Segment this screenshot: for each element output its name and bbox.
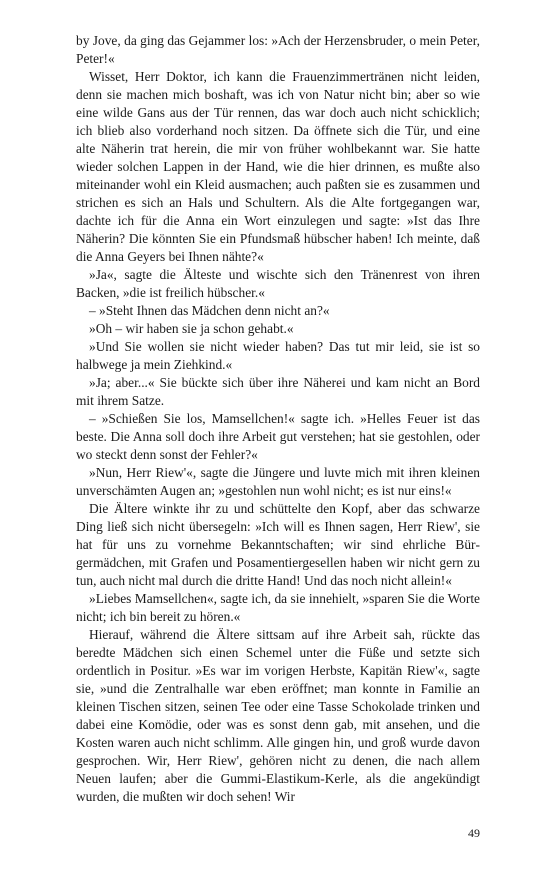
page-number: 49 (468, 826, 480, 840)
paragraph: »Nun, Herr Riew'«, sagte die Jüngere und luvte mich mit ihren kleinen unverschämten Augen an; »gestohlen nun wohl nicht; es ist nur eins!« (76, 465, 480, 498)
paragraph: »Oh – wir haben sie ja schon gehabt.« (89, 321, 294, 336)
paragraph: Wisset, Herr Doktor, ich kann die Frauenzimmertränen nicht leiden, denn sie machen mich boshaft, was ich von Natur nicht bin; aber so wie eine wilde Gans aus der Tür rennen, das war doch auch nicht schicklich; ich blieb also vorderhand noch sitzen. Da öffnete sich die Tür, und eine alte Näherin trat herein, die mir von früher wohlbekannt war. Sie hatte wieder solchen Lappen in der Hand, wie die hier drinnen, es mußte also miteinander wohl ein Kleid ausmachen; auch paßten sie es zusammen und strichen es sich an Hals und Schultern. Als die Alte fortgegangen war, dachte ich für die Anna ein Wort einzulegen und sagte: »Ist das Ihre Näherin? Die könnten Sie ein Pfundsmaß hübscher haben! Ich meinte, daß die Anna Geyers bei Ihnen nähte?« (76, 69, 480, 264)
paragraph: by Jove, da ging das Gejammer los: »Ach der Herzensbruder, o mein Peter, Peter!« (76, 33, 480, 66)
paragraph: Hierauf, während die Ältere sittsam auf ihre Arbeit sah, rückte das beredte Mädchen sich einen Schemel unter die Füße und setzte sich ordentlich in Positur. »Es war im vorigen Herbste, Kapitän Riew'«, sagte sie, »und die Zentralhalle war eben eröffnet; man konnte in Familie an kleinen Tischen sitzen, seinen Tee oder eine Tasse Schokolade trinken und dabei eine Komödie, oder was es sonst denn gab, mit ansehen, und die Kosten waren auch nicht schlimm. Alle gingen hin, und groß wurde davon gesprochen. Wir, Herr Riew', gehören nicht zu denen, die nach allem Neuen laufen; aber die Gummi-Elastikum-Kerle, als die angekündigt wurden, die mußten wir doch sehen! Wir (76, 627, 480, 804)
paragraph: – »Schießen Sie los, Mamsellchen!« sagte ich. »Helles Feuer ist das beste. Die Anna soll doch ihre Arbeit gut verstehen; hat sie gestohlen, oder wo steckt denn sonst der Fehler?« (76, 411, 480, 462)
paragraph: Die Ältere winkte ihr zu und schüttelte den Kopf, aber das schwarze Ding ließ sich nicht übersegeln: »Ich will es Ihnen sagen, Herr Riew', sie hat für uns zu vornehme Bekanntschaften; wir sind ehrliche Bürgermädchen, mit Grafen und Posamentiergesellen haben wir nicht gern zu tun, auch nicht mal durch die dritte Hand! Und das noch nicht allein!« (76, 501, 480, 588)
paragraph: »Und Sie wollen sie nicht wieder haben? Das tut mir leid, sie ist so halbwege ja mein Ziehkind.« (76, 339, 480, 372)
paragraph: »Liebes Mamsellchen«, sagte ich, da sie innehielt, »sparen Sie die Worte nicht; ich bin bereit zu hören.« (76, 591, 480, 624)
paragraph: »Ja«, sagte die Älteste und wischte sich den Tränenrest von ihren Backen, »die ist freilich hübscher.« (76, 267, 480, 300)
body-text (76, 32, 480, 806)
paragraph: – »Steht Ihnen das Mädchen denn nicht an?« (89, 303, 330, 318)
paragraph: »Ja; aber...« Sie bückte sich über ihre Näherei und kam nicht an Bord mit ihrem Satze. (76, 375, 480, 408)
